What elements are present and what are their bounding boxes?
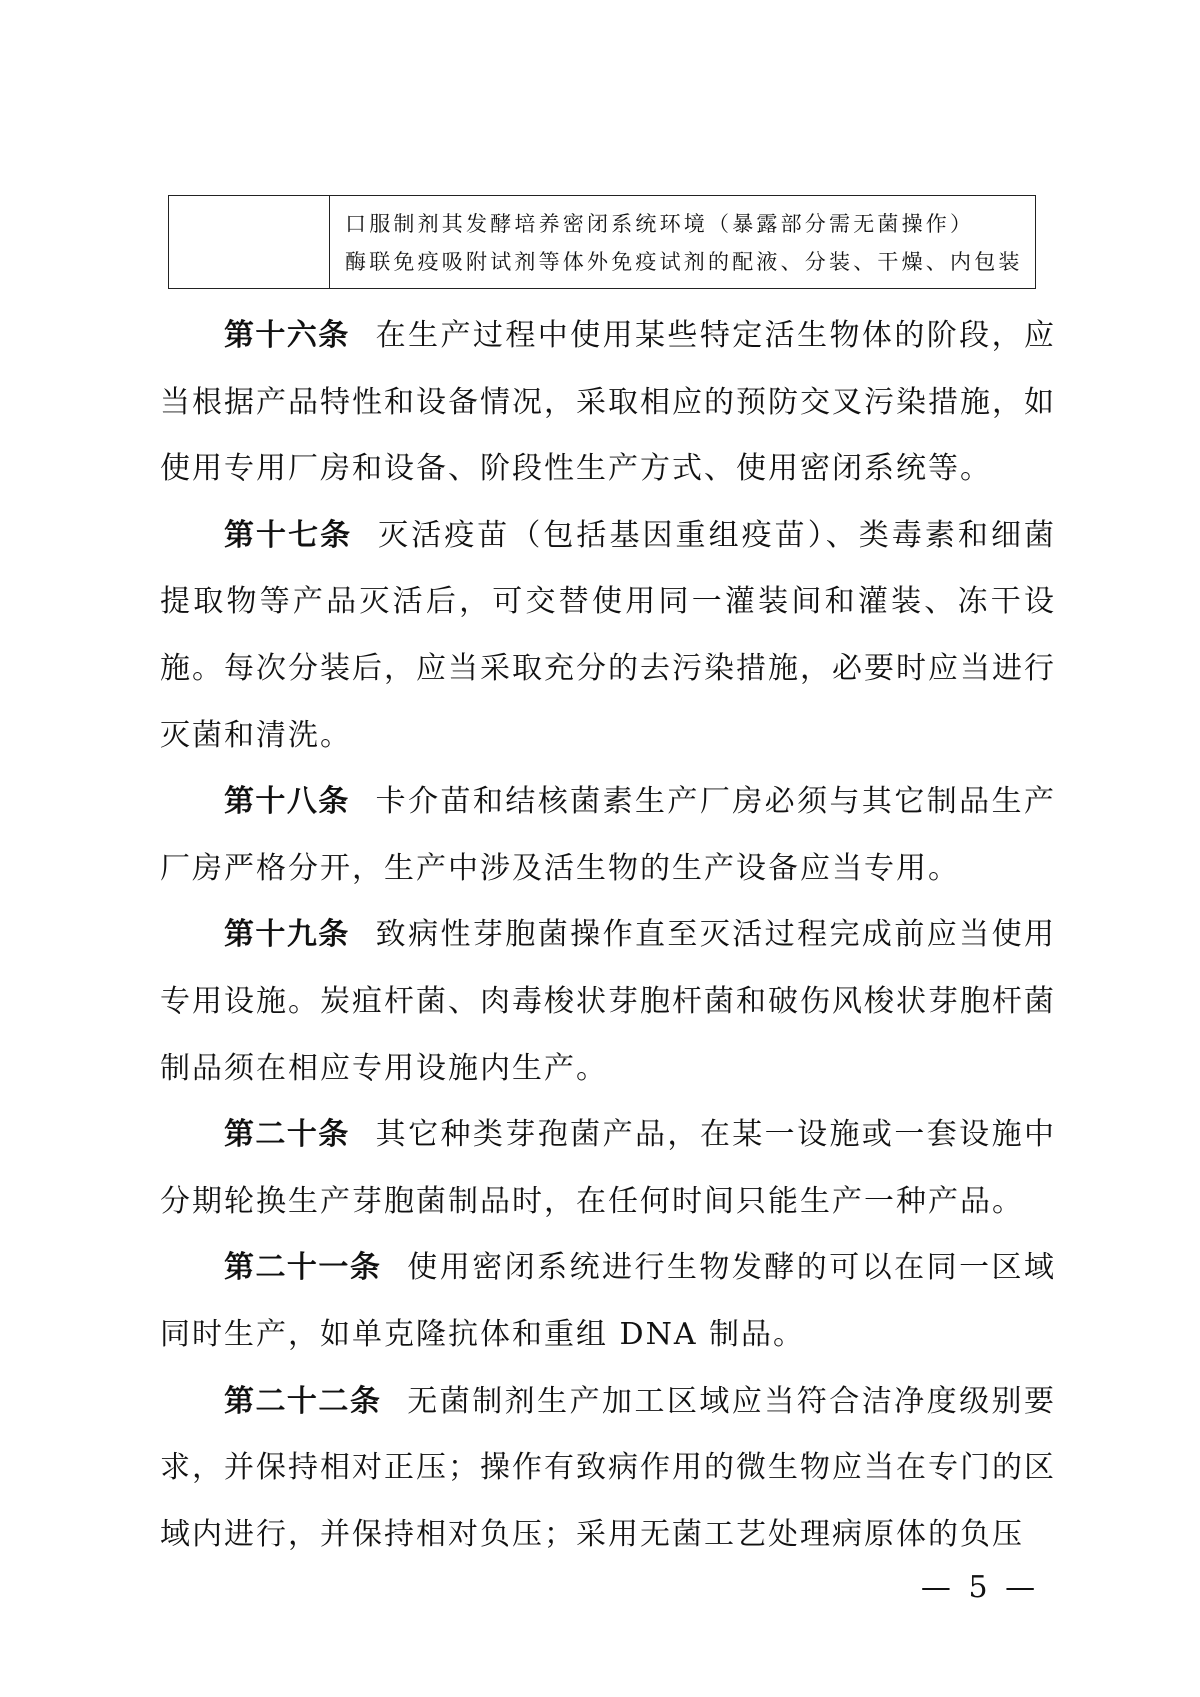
article-text: 无菌制剂生产加工区域应当符合洁净度级别要求，并保持相对正压；操作有致病作用的微生物应当在专门的区域内进行，并保持相对负压；采用无菌工艺处理病原体的负压 (160, 1383, 1057, 1552)
article-title: 第十七条 (224, 517, 353, 553)
article-title: 第二十一条 (224, 1250, 382, 1286)
table-left-cell (169, 196, 330, 288)
article-title: 第十八条 (224, 784, 350, 820)
article-20 (160, 1102, 1056, 1235)
table-row: 酶联免疫吸附试剂等体外免疫试剂的配液、分装、干燥、内包装 (345, 250, 1023, 274)
article-title: 第二十二条 (224, 1383, 382, 1419)
article-19 (160, 902, 1056, 1102)
article-16 (160, 303, 1056, 503)
process-table (168, 195, 1036, 289)
table-right-cell (330, 196, 1035, 288)
article-text: 卡介苗和结核菌素生产厂房必须与其它制品生产厂房严格分开，生产中涉及活生物的生产设备应当专用。 (160, 784, 1057, 886)
article-title: 第二十条 (224, 1117, 350, 1153)
article-text: 灭活疫苗（包括基因重组疫苗）、类毒素和细菌提取物等产品灭活后，可交替使用同一灌装间和灌装、冻干设施。每次分装后，应当采取充分的去污染措施，必要时应当进行灭菌和清洗。 (160, 517, 1057, 753)
document-body (160, 303, 1056, 1568)
article-title: 第十六条 (224, 318, 350, 353)
article-22 (160, 1369, 1056, 1569)
article-text: 使用密闭系统进行生物发酵的可以在同一区域同时生产，如单克隆抗体和重组 DNA 制品。 (160, 1250, 1057, 1352)
table-row: 口服制剂其发酵培养密闭系统环境（暴露部分需无菌操作） (345, 212, 975, 236)
article-21 (160, 1235, 1056, 1368)
article-text: 在生产过程中使用某些特定活生物体的阶段，应当根据产品特性和设备情况，采取相应的预防交叉污染措施，如使用专用厂房和设备、阶段性生产方式、使用密闭系统等。 (160, 318, 1057, 487)
article-text: 致病性芽胞菌操作直至灭活过程完成前应当使用专用设施。炭疽杆菌、肉毒梭状芽胞杆菌和破伤风梭状芽胞杆菌制品须在相应专用设施内生产。 (160, 917, 1057, 1086)
article-18 (160, 769, 1056, 902)
page-number: — 5 — (920, 1570, 1040, 1605)
article-text: 其它种类芽孢菌产品，在某一设施或一套设施中分期轮换生产芽胞菌制品时，在任何时间只能生产一种产品。 (160, 1117, 1057, 1219)
article-17 (160, 503, 1056, 769)
article-title: 第十九条 (224, 917, 350, 953)
